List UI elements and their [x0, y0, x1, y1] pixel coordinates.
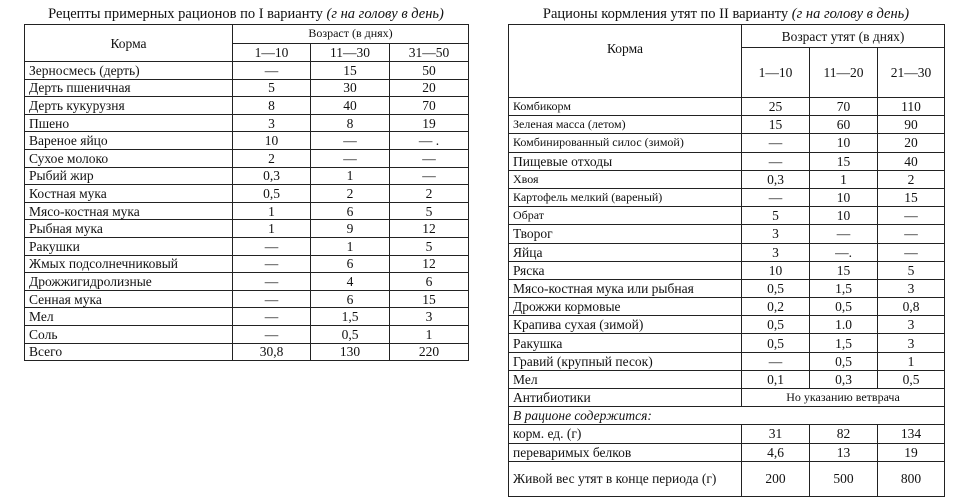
amount-cell: 6	[390, 273, 469, 291]
amount-cell: 10	[810, 134, 878, 152]
feed-name: Комбинированный силос (зимой)	[509, 134, 742, 152]
amount-cell: 10	[233, 132, 311, 150]
amount-cell: —	[390, 149, 469, 167]
amount-cell: 1	[233, 202, 311, 220]
amount-cell: 1.0	[810, 316, 878, 334]
amount-cell: 25	[742, 98, 810, 116]
feed-name: Творог	[509, 225, 742, 243]
table-row	[509, 316, 945, 334]
amount-cell: 3	[390, 308, 469, 326]
amount-cell: 12	[390, 255, 469, 273]
table-2-header-row-1	[509, 25, 945, 48]
amount-cell: 0,3	[233, 167, 311, 185]
table-1-header-feed: Корма	[25, 25, 233, 62]
table-2-age-col: 1—10	[742, 48, 810, 98]
amount-cell: 10	[810, 188, 878, 206]
amount-cell: 15	[810, 152, 878, 170]
table-row	[25, 97, 469, 115]
feed-name: Рыбий жир	[25, 167, 233, 185]
table-2-header-feed: Корма	[509, 25, 742, 98]
table-row	[509, 279, 945, 297]
amount-cell: 15	[390, 290, 469, 308]
amount-cell: —	[742, 188, 810, 206]
amount-cell: 4	[311, 273, 390, 291]
table-row	[25, 237, 469, 255]
amount-cell: 3	[878, 334, 945, 352]
antibiotics-row	[509, 389, 945, 407]
amount-cell: —.	[810, 243, 878, 261]
amount-cell: 2	[233, 149, 311, 167]
amount-cell: 15	[311, 62, 390, 80]
amount-cell: 50	[390, 62, 469, 80]
feed-name: Пищевые отходы	[509, 152, 742, 170]
amount-cell: 500	[810, 461, 878, 496]
table-2-caption	[508, 4, 944, 24]
feed-name: Дерть пшеничная	[25, 79, 233, 97]
amount-cell: 0,3	[810, 370, 878, 388]
amount-cell: 200	[742, 461, 810, 496]
table-row	[25, 325, 469, 343]
feed-name: Мел	[25, 308, 233, 326]
feed-name: Ракушка	[509, 334, 742, 352]
antibiotics-label: Антибиотики	[509, 389, 742, 407]
amount-cell: 5	[878, 261, 945, 279]
amount-cell: 15	[810, 261, 878, 279]
amount-cell: 3	[233, 114, 311, 132]
amount-cell: 5	[742, 207, 810, 225]
amount-cell: —	[233, 273, 311, 291]
amount-cell: 70	[390, 97, 469, 115]
amount-cell: 1	[878, 352, 945, 370]
amount-cell: —	[233, 308, 311, 326]
table-1-header-age: Возраст (в днях)	[233, 25, 469, 44]
amount-cell: 19	[878, 443, 945, 461]
amount-cell: —	[742, 352, 810, 370]
feed-name: Сухое молоко	[25, 149, 233, 167]
amount-cell: 2	[311, 185, 390, 203]
amount-cell: —	[878, 207, 945, 225]
amount-cell: 5	[390, 202, 469, 220]
amount-cell: 1	[233, 220, 311, 238]
amount-cell: 2	[390, 185, 469, 203]
table-2-title: Рационы кормления утят по II варианту	[542, 6, 789, 22]
table-2-age-col: 21—30	[878, 48, 945, 98]
feed-name: Дрожжигидролизные	[25, 273, 233, 291]
amount-cell: 90	[878, 116, 945, 134]
amount-cell: —	[878, 225, 945, 243]
table-row	[509, 188, 945, 206]
feed-name: Костная мука	[25, 185, 233, 203]
amount-cell: 0,1	[742, 370, 810, 388]
table-row	[509, 298, 945, 316]
table-variant-1	[24, 4, 468, 361]
amount-cell: 220	[390, 343, 469, 361]
table-1-title: Рецепты примерных рационов по I варианту	[48, 6, 323, 22]
amount-cell: —	[311, 132, 390, 150]
table-row	[509, 370, 945, 388]
amount-cell: 40	[311, 97, 390, 115]
table-row	[509, 152, 945, 170]
amount-cell: 20	[390, 79, 469, 97]
table-1-age-col: 1—10	[233, 43, 311, 62]
amount-cell: 15	[742, 116, 810, 134]
amount-cell: 30,8	[233, 343, 311, 361]
table-row	[25, 114, 469, 132]
amount-cell: 0,5	[233, 185, 311, 203]
table-1-unit: (г на голову в день)	[326, 6, 444, 22]
amount-cell: 5	[233, 79, 311, 97]
table-row	[509, 98, 945, 116]
amount-cell: 5	[390, 237, 469, 255]
feed-name: корм. ед. (г)	[509, 425, 742, 443]
amount-cell: 110	[878, 98, 945, 116]
amount-cell: 1	[810, 170, 878, 188]
feed-name: Крапива сухая (зимой)	[509, 316, 742, 334]
feed-name: Комбикорм	[509, 98, 742, 116]
amount-cell: 130	[311, 343, 390, 361]
amount-cell: 20	[878, 134, 945, 152]
amount-cell: 13	[810, 443, 878, 461]
feed-name: Мел	[509, 370, 742, 388]
amount-cell: —	[810, 225, 878, 243]
feed-name: Вареное яйцо	[25, 132, 233, 150]
table-row	[25, 62, 469, 80]
amount-cell: 15	[878, 188, 945, 206]
feed-name: Картофель мелкий (вареный)	[509, 188, 742, 206]
amount-cell: 6	[311, 255, 390, 273]
table-2-age-col: 11—20	[810, 48, 878, 98]
amount-cell: 8	[233, 97, 311, 115]
feed-name: Мясо-костная мука или рыбная	[509, 279, 742, 297]
table-1-header-row-1	[25, 25, 469, 44]
amount-cell: 60	[810, 116, 878, 134]
amount-cell: 1	[311, 167, 390, 185]
feed-name: Яйца	[509, 243, 742, 261]
table-row	[509, 443, 945, 461]
feed-name: Ракушки	[25, 237, 233, 255]
feed-name: Обрат	[509, 207, 742, 225]
amount-cell: 134	[878, 425, 945, 443]
table-row	[509, 425, 945, 443]
feed-name: Ряска	[509, 261, 742, 279]
table-1-grid	[24, 24, 469, 361]
amount-cell: 10	[742, 261, 810, 279]
amount-cell: —	[742, 134, 810, 152]
amount-cell: 800	[878, 461, 945, 496]
amount-cell: 8	[311, 114, 390, 132]
table-row	[509, 352, 945, 370]
amount-cell: 70	[810, 98, 878, 116]
amount-cell: —	[233, 255, 311, 273]
table-2-unit: (г на голову в день)	[791, 6, 910, 22]
table-row	[509, 261, 945, 279]
feed-name: Дрожжи кормовые	[509, 298, 742, 316]
table-row	[509, 207, 945, 225]
amount-cell: 0,5	[742, 334, 810, 352]
amount-cell: 10	[810, 207, 878, 225]
amount-cell: 0,3	[742, 170, 810, 188]
feed-name: Гравий (крупный песок)	[509, 352, 742, 370]
table-row	[25, 79, 469, 97]
feed-name: Мясо-костная мука	[25, 202, 233, 220]
amount-cell: — .	[390, 132, 469, 150]
table-row	[509, 116, 945, 134]
amount-cell: 1,5	[311, 308, 390, 326]
amount-cell: —	[233, 62, 311, 80]
contains-row	[509, 407, 945, 425]
feed-name: Хвоя	[509, 170, 742, 188]
amount-cell: 40	[878, 152, 945, 170]
table-row	[25, 202, 469, 220]
feed-name: Живой вес утят в конце периода (г)	[509, 461, 742, 496]
amount-cell: —	[311, 149, 390, 167]
amount-cell: 1,5	[810, 279, 878, 297]
table-row	[25, 149, 469, 167]
amount-cell: 0,5	[742, 279, 810, 297]
amount-cell: 9	[311, 220, 390, 238]
amount-cell: 2	[878, 170, 945, 188]
table-row	[25, 185, 469, 203]
amount-cell: 3	[742, 225, 810, 243]
amount-cell: 6	[311, 290, 390, 308]
amount-cell: 0,5	[742, 316, 810, 334]
amount-cell: —	[233, 290, 311, 308]
table-1-age-col: 31—50	[390, 43, 469, 62]
feed-name: переваримых белков	[509, 443, 742, 461]
antibiotics-note: Но указанию ветврача	[742, 389, 945, 407]
amount-cell: 6	[311, 202, 390, 220]
table-2-grid	[508, 24, 945, 497]
table-row	[25, 167, 469, 185]
amount-cell: 0,5	[311, 325, 390, 343]
table-row	[509, 225, 945, 243]
table-row	[509, 170, 945, 188]
table-row	[25, 273, 469, 291]
table-1-age-col: 11—30	[311, 43, 390, 62]
feed-name: Зерносмесь (дерть)	[25, 62, 233, 80]
table-row	[509, 334, 945, 352]
amount-cell: 3	[878, 279, 945, 297]
feed-name: Рыбная мука	[25, 220, 233, 238]
amount-cell: 1,5	[810, 334, 878, 352]
amount-cell: 12	[390, 220, 469, 238]
table-row	[25, 343, 469, 361]
amount-cell: —	[233, 325, 311, 343]
amount-cell: 82	[810, 425, 878, 443]
table-row	[25, 255, 469, 273]
table-row	[25, 220, 469, 238]
amount-cell: 19	[390, 114, 469, 132]
amount-cell: 3	[878, 316, 945, 334]
amount-cell: 0,5	[810, 298, 878, 316]
feed-name: Всего	[25, 343, 233, 361]
amount-cell: 0,8	[878, 298, 945, 316]
feed-name: Соль	[25, 325, 233, 343]
amount-cell: 4,6	[742, 443, 810, 461]
amount-cell: 1	[311, 237, 390, 255]
table-row	[509, 243, 945, 261]
table-1-caption	[24, 4, 468, 24]
table-row	[509, 134, 945, 152]
feed-name: Сенная мука	[25, 290, 233, 308]
table-row	[25, 308, 469, 326]
table-2-header-age: Возраст утят (в днях)	[742, 25, 945, 48]
amount-cell: 30	[311, 79, 390, 97]
amount-cell: —	[878, 243, 945, 261]
amount-cell: —	[390, 167, 469, 185]
table-row	[25, 290, 469, 308]
table-row	[25, 132, 469, 150]
feed-name: Зеленая масса (летом)	[509, 116, 742, 134]
feed-name: Жмых подсолнечниковый	[25, 255, 233, 273]
amount-cell: 3	[742, 243, 810, 261]
amount-cell: 0,5	[810, 352, 878, 370]
contains-label: В рационе содержится:	[509, 407, 945, 425]
amount-cell: 31	[742, 425, 810, 443]
amount-cell: 0,2	[742, 298, 810, 316]
amount-cell: 0,5	[878, 370, 945, 388]
table-variant-2	[508, 4, 944, 497]
amount-cell: —	[233, 237, 311, 255]
feed-name: Пшено	[25, 114, 233, 132]
amount-cell: —	[742, 152, 810, 170]
amount-cell: 1	[390, 325, 469, 343]
table-row	[509, 461, 945, 496]
feed-name: Дерть кукурузня	[25, 97, 233, 115]
